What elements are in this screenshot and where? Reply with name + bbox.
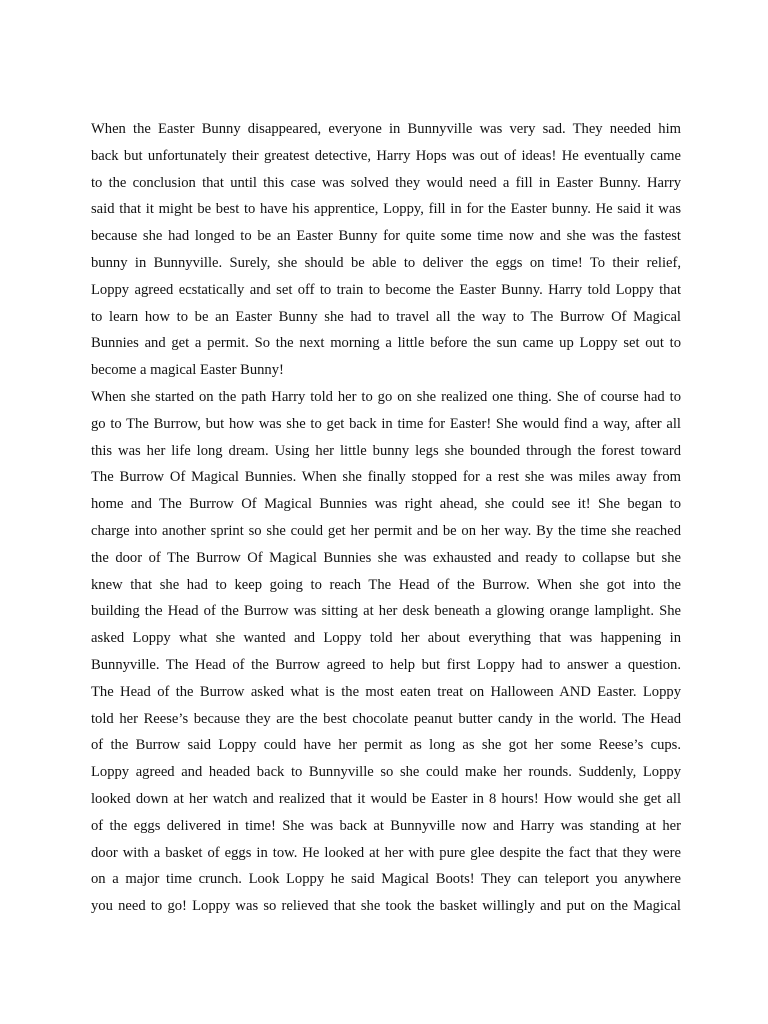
text-line: The Head of the Burrow asked what is the most eaten treat on Halloween AND Easter. Loppy [91,683,681,700]
text-line: because she had longed to be an Easter Bunny for quite some time now and she was the fastest [91,228,681,245]
text-line: When she started on the path Harry told her to go on she realized one thing. She of course had to [91,388,681,405]
text-line: asked Loppy what she wanted and Loppy told her about everything that was happening in [91,630,681,647]
paragraph-2 [91,384,681,920]
text-line: back but unfortunately their greatest detective, Harry Hops was out of ideas! He eventually came [91,147,681,164]
text-line: Loppy agreed and headed back to Bunnyville so she could make her rounds. Suddenly, Loppy [91,764,681,781]
text-line: go to The Burrow, but how was she to get back in time for Easter! She would find a way, after all [91,415,681,432]
text-line: the door of The Burrow Of Magical Bunnies she was exhausted and ready to collapse but she [91,549,681,566]
document-body [91,116,681,920]
text-line: When the Easter Bunny disappeared, everyone in Bunnyville was very sad. They needed him [91,121,681,137]
text-line: told her Reese’s because they are the best chocolate peanut butter candy in the world. The Head [91,710,681,727]
text-line: Bunnies and get a permit. So the next morning a little before the sun came up Loppy set out to [91,335,681,352]
text-line: of the eggs delivered in time! She was back at Bunnyville now and Harry was standing at her [91,817,681,834]
text-line: Loppy agreed ecstatically and set off to train to become the Easter Bunny. Harry told Loppy that [91,281,681,298]
text-line: on a major time crunch. Look Loppy he said Magical Boots! They can teleport you anywhere [91,871,681,888]
text-line: home and The Burrow Of Magical Bunnies was right ahead, she could see it! She began to [91,496,681,513]
text-line: looked down at her watch and realized that it would be Easter in 8 hours! How would she get all [91,790,681,807]
text-line: you need to go! Loppy was so relieved that she took the basket willingly and put on the Magical [91,898,681,915]
paragraph-1 [91,116,681,384]
text-line: become a magical Easter Bunny! [91,362,284,379]
text-line: bunny in Bunnyville. Surely, she should be able to deliver the eggs on time! To their relief, [91,254,681,271]
text-line: of the Burrow said Loppy could have her permit as long as she got her some Reese’s cups. [91,737,681,754]
text-line: to learn how to be an Easter Bunny she had to travel all the way to The Burrow Of Magical [91,308,681,325]
text-line: door with a basket of eggs in tow. He looked at her with pure glee despite the fact that they were [91,844,681,861]
text-line: said that it might be best to have his apprentice, Loppy, fill in for the Easter bunny. He said it was [91,201,681,218]
text-line: to the conclusion that until this case was solved they would need a fill in Easter Bunny. Harry [91,174,681,191]
text-line: charge into another sprint so she could get her permit and be on her way. By the time she reached [91,522,681,539]
text-line: building the Head of the Burrow was sitting at her desk beneath a glowing orange lamplight. She [91,603,681,620]
text-line: this was her life long dream. Using her little bunny legs she bounded through the forest toward [91,442,681,459]
text-line: knew that she had to keep going to reach The Head of the Burrow. When she got into the [91,576,681,593]
text-line: The Burrow Of Magical Bunnies. When she finally stopped for a rest she was miles away from [91,469,681,486]
text-line: Bunnyville. The Head of the Burrow agreed to help but first Loppy had to answer a question. [91,656,681,673]
